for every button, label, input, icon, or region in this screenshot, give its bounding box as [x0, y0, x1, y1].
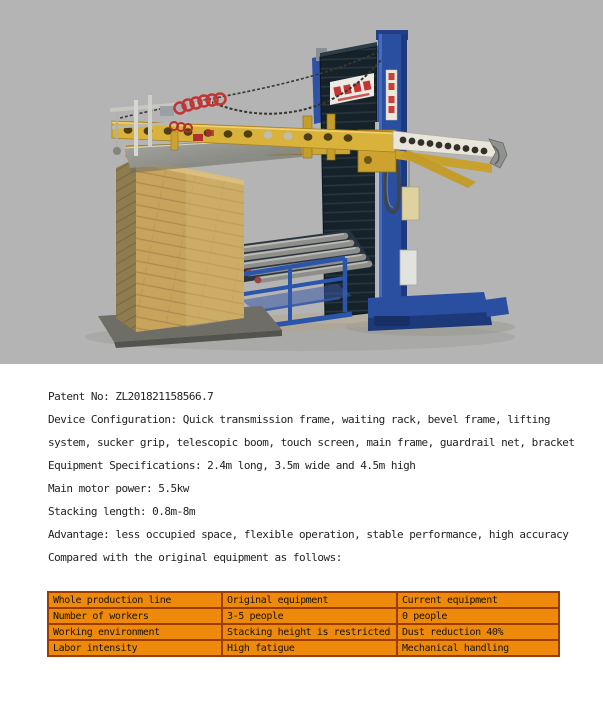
table-cell: Whole production line [48, 592, 222, 608]
spec-text-block [0, 364, 603, 657]
table-cell: 3-5 people [222, 608, 397, 624]
table-row [48, 640, 559, 656]
table-header-row [48, 592, 559, 608]
spec-line-patent: Patent No: ZL201821158566.7 [48, 390, 214, 403]
spec-line-dimensions: Equipment Specifications: 2.4m long, 3.5m wide and 4.5m high [48, 459, 416, 472]
comparison-table [47, 591, 560, 657]
table-cell: Original equipment [222, 592, 397, 608]
table-cell: Labor intensity [48, 640, 222, 656]
spec-line-configuration-2: system, sucker grip, telescopic boom, touch screen, main frame, guardrail net, bracket [48, 436, 575, 449]
table-cell: Current equipment [397, 592, 559, 608]
spec-line-motor-power: Main motor power: 5.5kw [48, 482, 189, 495]
table-row [48, 624, 559, 640]
table-row [48, 608, 559, 624]
spec-line-advantage: Advantage: less occupied space, flexible operation, stable performance, high accuracy [48, 528, 569, 541]
table-cell: Stacking height is restricted [222, 624, 397, 640]
table-cell: 0 people [397, 608, 559, 624]
table-cell: Number of workers [48, 608, 222, 624]
spec-line-configuration-1: Device Configuration: Quick transmission frame, waiting rack, bevel frame, lifting [48, 413, 551, 426]
table-cell: Mechanical handling [397, 640, 559, 656]
table-cell: Working environment [48, 624, 222, 640]
spec-line-comparison-intro: Compared with the original equipment as follows: [48, 551, 342, 564]
spec-line-stacking-length: Stacking length: 0.8m-8m [48, 505, 195, 518]
table-cell: High fatigue [222, 640, 397, 656]
table-cell: Dust reduction 40% [397, 624, 559, 640]
